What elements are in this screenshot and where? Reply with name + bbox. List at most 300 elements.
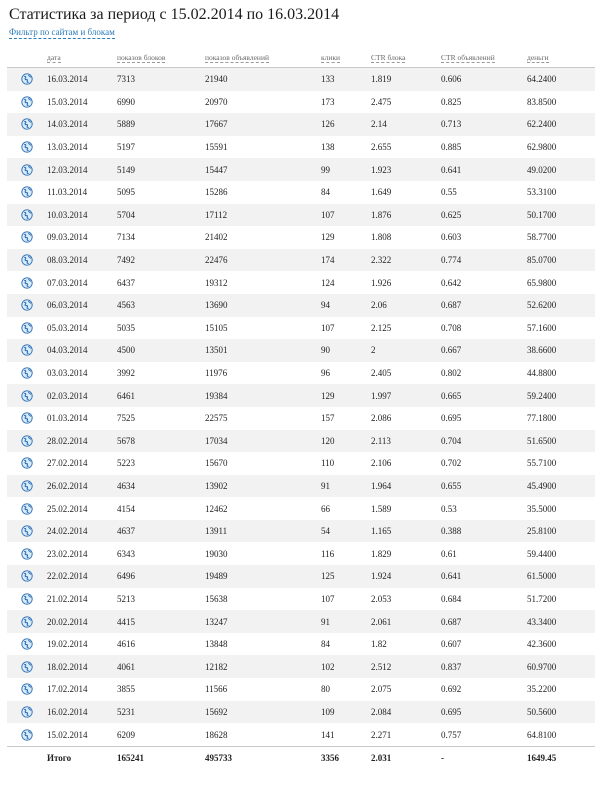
cell-date: 18.02.2014	[47, 655, 117, 678]
globe-icon[interactable]	[21, 435, 33, 447]
cell-ad-impressions: 18628	[205, 723, 321, 746]
cell-date: 16.02.2014	[47, 701, 117, 724]
cell-date: 07.03.2014	[47, 271, 117, 294]
cell-date: 15.02.2014	[47, 723, 117, 746]
cell-clicks: 96	[321, 362, 371, 385]
cell-block-impressions: 5889	[117, 113, 205, 136]
cell-clicks: 91	[321, 475, 371, 498]
header-ctr-ads[interactable]: CTR объявлений	[441, 48, 527, 68]
globe-icon[interactable]	[21, 96, 33, 108]
cell-ctr-block: 2.475	[371, 91, 441, 114]
cell-ctr-ads: 0.606	[441, 68, 527, 91]
cell-money: 64.2400	[527, 68, 595, 91]
row-icon-cell[interactable]	[7, 723, 47, 746]
cell-money: 59.4400	[527, 542, 595, 565]
cell-date: 25.02.2014	[47, 497, 117, 520]
globe-icon[interactable]	[21, 729, 33, 741]
cell-ctr-block: 2.14	[371, 113, 441, 136]
cell-date: 19.02.2014	[47, 633, 117, 656]
cell-ad-impressions: 15286	[205, 181, 321, 204]
cell-money: 49.0200	[527, 158, 595, 181]
cell-block-impressions: 7313	[117, 68, 205, 91]
cell-ctr-block: 1.829	[371, 542, 441, 565]
cell-clicks: 125	[321, 565, 371, 588]
cell-ctr-block: 1.808	[371, 226, 441, 249]
table-row	[7, 475, 595, 498]
globe-icon[interactable]	[21, 141, 33, 153]
cell-ad-impressions: 13848	[205, 633, 321, 656]
cell-money: 38.6600	[527, 339, 595, 362]
table-row	[7, 317, 595, 340]
cell-ad-impressions: 13247	[205, 610, 321, 633]
cell-ad-impressions: 12462	[205, 497, 321, 520]
cell-ctr-ads: 0.704	[441, 430, 527, 453]
cell-ctr-block: 1.876	[371, 204, 441, 227]
table-row	[7, 136, 595, 159]
cell-ad-impressions: 17112	[205, 204, 321, 227]
cell-ctr-ads: 0.687	[441, 294, 527, 317]
cell-date: 15.03.2014	[47, 91, 117, 114]
header-block-impressions[interactable]: показов блоков	[117, 48, 205, 68]
cell-block-impressions: 4500	[117, 339, 205, 362]
cell-ad-impressions: 15105	[205, 317, 321, 340]
row-icon-cell[interactable]	[7, 407, 47, 430]
filter-by-sites-link[interactable]: Фильтр по сайтам и блокам	[9, 27, 115, 37]
cell-money: 44.8800	[527, 362, 595, 385]
cell-clicks: 109	[321, 701, 371, 724]
cell-ad-impressions: 13501	[205, 339, 321, 362]
cell-block-impressions: 6343	[117, 542, 205, 565]
totals-icon-cell	[7, 746, 47, 770]
cell-block-impressions: 5213	[117, 588, 205, 611]
table-row	[7, 113, 595, 136]
cell-ctr-ads: 0.603	[441, 226, 527, 249]
cell-ctr-block: 2.322	[371, 249, 441, 272]
row-icon-cell[interactable]	[7, 452, 47, 475]
table-header-row	[7, 48, 595, 68]
table-row	[7, 407, 595, 430]
cell-ctr-block: 2.125	[371, 317, 441, 340]
page-title: Статистика за период с 15.02.2014 по 16.03.2014	[9, 6, 340, 23]
table-row	[7, 271, 595, 294]
row-icon-cell[interactable]	[7, 91, 47, 114]
cell-block-impressions: 5223	[117, 452, 205, 475]
cell-money: 59.2400	[527, 384, 595, 407]
cell-money: 55.7100	[527, 452, 595, 475]
cell-clicks: 99	[321, 158, 371, 181]
cell-clicks: 107	[321, 317, 371, 340]
cell-ad-impressions: 17034	[205, 430, 321, 453]
row-icon-cell[interactable]	[7, 249, 47, 272]
cell-ctr-ads: 0.695	[441, 701, 527, 724]
row-icon-cell[interactable]	[7, 633, 47, 656]
cell-ctr-ads: 0.665	[441, 384, 527, 407]
cell-money: 60.9700	[527, 655, 595, 678]
globe-icon[interactable]	[21, 277, 33, 289]
cell-ctr-ads: 0.802	[441, 362, 527, 385]
cell-date: 23.02.2014	[47, 542, 117, 565]
cell-clicks: 94	[321, 294, 371, 317]
cell-ad-impressions: 12182	[205, 655, 321, 678]
cell-clicks: 129	[321, 226, 371, 249]
cell-clicks: 102	[321, 655, 371, 678]
row-icon-cell[interactable]	[7, 430, 47, 453]
header-date[interactable]: дата	[47, 48, 117, 68]
header-ctr-block[interactable]: CTR блока	[371, 48, 441, 68]
cell-clicks: 129	[321, 384, 371, 407]
header-icon-column	[7, 48, 47, 68]
row-icon-cell[interactable]	[7, 475, 47, 498]
cell-ctr-ads: 0.692	[441, 678, 527, 701]
cell-ctr-ads: 0.695	[441, 407, 527, 430]
cell-clicks: 174	[321, 249, 371, 272]
cell-date: 26.02.2014	[47, 475, 117, 498]
cell-ctr-ads: 0.708	[441, 317, 527, 340]
cell-ctr-ads: 0.641	[441, 565, 527, 588]
cell-block-impressions: 4634	[117, 475, 205, 498]
cell-ad-impressions: 15692	[205, 701, 321, 724]
cell-block-impressions: 5678	[117, 430, 205, 453]
globe-icon[interactable]	[21, 118, 33, 130]
cell-ctr-block: 1.649	[371, 181, 441, 204]
globe-icon[interactable]	[21, 344, 33, 356]
cell-money: 42.3600	[527, 633, 595, 656]
cell-ctr-block: 1.964	[371, 475, 441, 498]
cell-date: 14.03.2014	[47, 113, 117, 136]
globe-icon[interactable]	[21, 457, 33, 469]
totals-ctr-block: 2.031	[371, 746, 441, 770]
table-row	[7, 678, 595, 701]
cell-date: 09.03.2014	[47, 226, 117, 249]
row-icon-cell[interactable]	[7, 294, 47, 317]
cell-ctr-block: 1.926	[371, 271, 441, 294]
cell-clicks: 133	[321, 68, 371, 91]
cell-ctr-block: 2.405	[371, 362, 441, 385]
table-row	[7, 158, 595, 181]
row-icon-cell[interactable]	[7, 339, 47, 362]
cell-block-impressions: 4154	[117, 497, 205, 520]
cell-block-impressions: 7134	[117, 226, 205, 249]
table-row	[7, 339, 595, 362]
cell-ctr-block: 2.271	[371, 723, 441, 746]
cell-ad-impressions: 19489	[205, 565, 321, 588]
table-row	[7, 430, 595, 453]
cell-money: 45.4900	[527, 475, 595, 498]
cell-block-impressions: 5704	[117, 204, 205, 227]
cell-ctr-block: 1.82	[371, 633, 441, 656]
table-row	[7, 701, 595, 724]
cell-money: 25.8100	[527, 520, 595, 543]
cell-clicks: 54	[321, 520, 371, 543]
cell-money: 65.9800	[527, 271, 595, 294]
cell-money: 35.5000	[527, 497, 595, 520]
globe-icon[interactable]	[21, 548, 33, 560]
table-row	[7, 520, 595, 543]
table-row	[7, 294, 595, 317]
cell-block-impressions: 4616	[117, 633, 205, 656]
row-icon-cell[interactable]	[7, 317, 47, 340]
row-icon-cell[interactable]	[7, 113, 47, 136]
table-row	[7, 68, 595, 91]
row-icon-cell[interactable]	[7, 181, 47, 204]
cell-clicks: 173	[321, 91, 371, 114]
row-icon-cell[interactable]	[7, 136, 47, 159]
cell-ad-impressions: 21940	[205, 68, 321, 91]
cell-block-impressions: 4061	[117, 655, 205, 678]
cell-ctr-ads: 0.702	[441, 452, 527, 475]
cell-money: 51.7200	[527, 588, 595, 611]
cell-money: 62.9800	[527, 136, 595, 159]
globe-icon[interactable]	[21, 367, 33, 379]
cell-money: 50.1700	[527, 204, 595, 227]
table-row	[7, 204, 595, 227]
cell-ctr-block: 1.165	[371, 520, 441, 543]
cell-ctr-ads: 0.684	[441, 588, 527, 611]
cell-ctr-block: 2.086	[371, 407, 441, 430]
cell-block-impressions: 6209	[117, 723, 205, 746]
cell-block-impressions: 5035	[117, 317, 205, 340]
cell-ad-impressions: 17667	[205, 113, 321, 136]
cell-ctr-ads: 0.825	[441, 91, 527, 114]
cell-date: 04.03.2014	[47, 339, 117, 362]
cell-clicks: 138	[321, 136, 371, 159]
cell-ctr-block: 2.113	[371, 430, 441, 453]
cell-ad-impressions: 13690	[205, 294, 321, 317]
table-row	[7, 226, 595, 249]
cell-ctr-block: 2.655	[371, 136, 441, 159]
cell-clicks: 141	[321, 723, 371, 746]
globe-icon[interactable]	[21, 73, 33, 85]
row-icon-cell[interactable]	[7, 271, 47, 294]
row-icon-cell[interactable]	[7, 497, 47, 520]
row-icon-cell[interactable]	[7, 565, 47, 588]
table-row	[7, 181, 595, 204]
cell-ad-impressions: 20970	[205, 91, 321, 114]
cell-clicks: 107	[321, 204, 371, 227]
row-icon-cell[interactable]	[7, 158, 47, 181]
cell-ctr-block: 2	[371, 339, 441, 362]
globe-icon[interactable]	[21, 570, 33, 582]
cell-money: 64.8100	[527, 723, 595, 746]
totals-clicks: 3356	[321, 746, 371, 770]
row-icon-cell[interactable]	[7, 588, 47, 611]
cell-money: 61.5000	[527, 565, 595, 588]
cell-ad-impressions: 15670	[205, 452, 321, 475]
cell-ctr-ads: 0.667	[441, 339, 527, 362]
cell-block-impressions: 6496	[117, 565, 205, 588]
globe-icon[interactable]	[21, 299, 33, 311]
row-icon-cell[interactable]	[7, 226, 47, 249]
cell-date: 05.03.2014	[47, 317, 117, 340]
cell-date: 24.02.2014	[47, 520, 117, 543]
table-row	[7, 610, 595, 633]
cell-block-impressions: 6461	[117, 384, 205, 407]
cell-money: 52.6200	[527, 294, 595, 317]
cell-ctr-block: 2.061	[371, 610, 441, 633]
cell-ctr-block: 2.075	[371, 678, 441, 701]
row-icon-cell[interactable]	[7, 701, 47, 724]
table-row	[7, 542, 595, 565]
cell-money: 77.1800	[527, 407, 595, 430]
cell-ctr-ads: 0.774	[441, 249, 527, 272]
cell-date: 01.03.2014	[47, 407, 117, 430]
globe-icon[interactable]	[21, 706, 33, 718]
cell-money: 62.2400	[527, 113, 595, 136]
statistics-table	[7, 48, 595, 770]
cell-block-impressions: 7525	[117, 407, 205, 430]
cell-block-impressions: 3992	[117, 362, 205, 385]
cell-ctr-ads: 0.837	[441, 655, 527, 678]
row-icon-cell[interactable]	[7, 610, 47, 633]
cell-ctr-block: 2.053	[371, 588, 441, 611]
totals-label: Итого	[47, 746, 117, 770]
cell-date: 10.03.2014	[47, 204, 117, 227]
cell-ctr-block: 1.589	[371, 497, 441, 520]
cell-ctr-ads: 0.642	[441, 271, 527, 294]
cell-ctr-ads: 0.641	[441, 158, 527, 181]
row-icon-cell[interactable]	[7, 655, 47, 678]
cell-block-impressions: 6990	[117, 91, 205, 114]
cell-ctr-block: 2.512	[371, 655, 441, 678]
globe-icon[interactable]	[21, 525, 33, 537]
cell-clicks: 124	[321, 271, 371, 294]
cell-clicks: 80	[321, 678, 371, 701]
cell-money: 50.5600	[527, 701, 595, 724]
cell-clicks: 66	[321, 497, 371, 520]
cell-block-impressions: 7492	[117, 249, 205, 272]
cell-date: 21.02.2014	[47, 588, 117, 611]
globe-icon[interactable]	[21, 254, 33, 266]
cell-ctr-ads: 0.53	[441, 497, 527, 520]
globe-icon[interactable]	[21, 322, 33, 334]
table-row	[7, 588, 595, 611]
cell-block-impressions: 6437	[117, 271, 205, 294]
cell-ad-impressions: 19030	[205, 542, 321, 565]
globe-icon[interactable]	[21, 616, 33, 628]
table-row	[7, 384, 595, 407]
cell-block-impressions: 4563	[117, 294, 205, 317]
cell-block-impressions: 5197	[117, 136, 205, 159]
table-row	[7, 91, 595, 114]
globe-icon[interactable]	[21, 503, 33, 515]
cell-date: 02.03.2014	[47, 384, 117, 407]
cell-ad-impressions: 19384	[205, 384, 321, 407]
row-icon-cell[interactable]	[7, 204, 47, 227]
globe-icon[interactable]	[21, 661, 33, 673]
globe-icon[interactable]	[21, 638, 33, 650]
cell-clicks: 107	[321, 588, 371, 611]
cell-ad-impressions: 19312	[205, 271, 321, 294]
cell-clicks: 120	[321, 430, 371, 453]
row-icon-cell[interactable]	[7, 520, 47, 543]
row-icon-cell[interactable]	[7, 362, 47, 385]
globe-icon[interactable]	[21, 209, 33, 221]
cell-clicks: 90	[321, 339, 371, 362]
cell-date: 03.03.2014	[47, 362, 117, 385]
globe-icon[interactable]	[21, 231, 33, 243]
globe-icon[interactable]	[21, 683, 33, 695]
cell-ctr-ads: 0.61	[441, 542, 527, 565]
cell-ad-impressions: 11566	[205, 678, 321, 701]
cell-clicks: 116	[321, 542, 371, 565]
cell-ad-impressions: 15591	[205, 136, 321, 159]
globe-icon[interactable]	[21, 412, 33, 424]
cell-date: 08.03.2014	[47, 249, 117, 272]
row-icon-cell[interactable]	[7, 68, 47, 91]
cell-ctr-block: 1.923	[371, 158, 441, 181]
cell-money: 83.8500	[527, 91, 595, 114]
header-money[interactable]: деньги	[527, 48, 595, 68]
cell-date: 12.03.2014	[47, 158, 117, 181]
cell-ctr-block: 1.924	[371, 565, 441, 588]
cell-money: 43.3400	[527, 610, 595, 633]
globe-icon[interactable]	[21, 186, 33, 198]
totals-money: 1649.45	[527, 746, 595, 770]
cell-ctr-block: 2.084	[371, 701, 441, 724]
totals-block-impressions: 165241	[117, 746, 205, 770]
cell-ctr-ads: 0.625	[441, 204, 527, 227]
row-icon-cell[interactable]	[7, 678, 47, 701]
cell-date: 17.02.2014	[47, 678, 117, 701]
cell-money: 35.2200	[527, 678, 595, 701]
cell-block-impressions: 3855	[117, 678, 205, 701]
cell-ad-impressions: 22575	[205, 407, 321, 430]
cell-block-impressions: 4415	[117, 610, 205, 633]
cell-money: 85.0700	[527, 249, 595, 272]
globe-icon[interactable]	[21, 593, 33, 605]
cell-date: 27.02.2014	[47, 452, 117, 475]
totals-ad-impressions: 495733	[205, 746, 321, 770]
cell-block-impressions: 5231	[117, 701, 205, 724]
globe-icon[interactable]	[21, 164, 33, 176]
row-icon-cell[interactable]	[7, 384, 47, 407]
cell-date: 20.02.2014	[47, 610, 117, 633]
table-row	[7, 452, 595, 475]
cell-ad-impressions: 15447	[205, 158, 321, 181]
cell-clicks: 91	[321, 610, 371, 633]
cell-ad-impressions: 13902	[205, 475, 321, 498]
cell-ctr-ads: 0.388	[441, 520, 527, 543]
cell-date: 28.02.2014	[47, 430, 117, 453]
cell-ad-impressions: 11976	[205, 362, 321, 385]
cell-ad-impressions: 22476	[205, 249, 321, 272]
cell-ctr-ads: 0.757	[441, 723, 527, 746]
table-body	[7, 68, 595, 747]
cell-ctr-ads: 0.607	[441, 633, 527, 656]
cell-ctr-ads: 0.713	[441, 113, 527, 136]
row-icon-cell[interactable]	[7, 542, 47, 565]
cell-block-impressions: 5095	[117, 181, 205, 204]
cell-clicks: 84	[321, 181, 371, 204]
header-ad-impressions[interactable]: показов объявлений	[205, 48, 321, 68]
header-clicks[interactable]: клики	[321, 48, 371, 68]
cell-date: 06.03.2014	[47, 294, 117, 317]
cell-ad-impressions: 15638	[205, 588, 321, 611]
cell-clicks: 110	[321, 452, 371, 475]
cell-money: 57.1600	[527, 317, 595, 340]
table-row	[7, 362, 595, 385]
cell-money: 58.7700	[527, 226, 595, 249]
cell-clicks: 126	[321, 113, 371, 136]
cell-ctr-ads: 0.55	[441, 181, 527, 204]
cell-ad-impressions: 21402	[205, 226, 321, 249]
globe-icon[interactable]	[21, 480, 33, 492]
cell-clicks: 157	[321, 407, 371, 430]
globe-icon[interactable]	[21, 390, 33, 402]
table-row	[7, 633, 595, 656]
cell-ctr-block: 1.997	[371, 384, 441, 407]
cell-ctr-ads: 0.885	[441, 136, 527, 159]
